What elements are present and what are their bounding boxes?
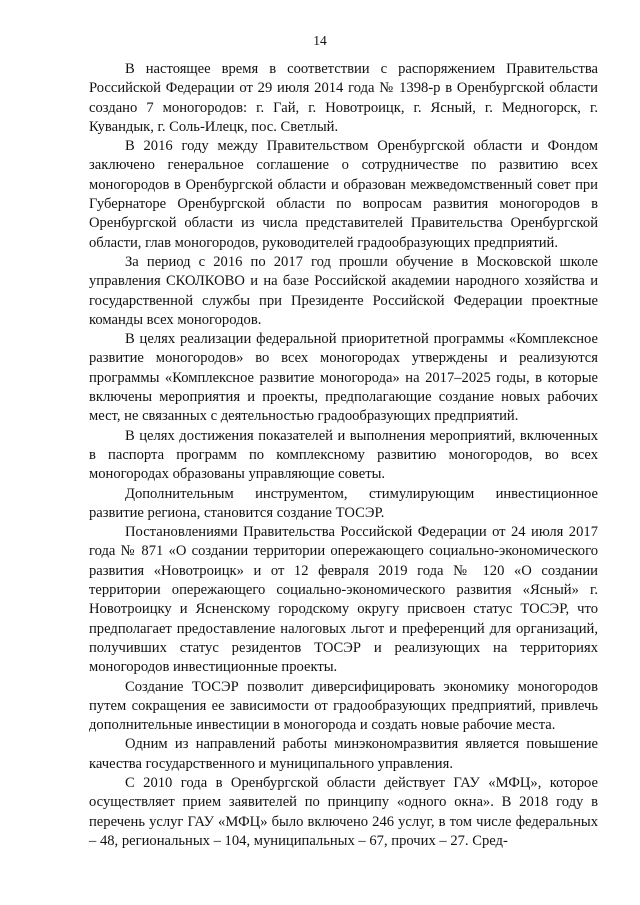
- paragraph-priority-program: В целях реализации федеральной приоритетной программы «Комплексное развитие моногородов» во всех моногородах утверждены и реализуются программы «Комплексное развитие моногорода» на 2017–2025 годы, в которые включены мероприятия и проекты, предполагающие создание новых рабочих мест, не связанных с деятельностью градообразующих предприятий.: [89, 331, 598, 425]
- paragraph-management-councils: В целях достижения показателей и выполнения мероприятий, включенных в паспорта программ по комплексному развитию моногородов, во всех моногородах образованы управляющие советы.: [89, 427, 598, 483]
- page-number: 14: [313, 33, 327, 48]
- paragraph-governance-quality: Одним из направлений работы минэкономразвития является повышение качества государственного и муниципального управления.: [89, 736, 598, 772]
- paragraph-monotowns-list: В настоящее время в соответствии с распоряжением Правительства Российской Федерации от 29 июля 2014 года № 1398-р в Оренбургской области создано 7 моногородов: г. Гай, г. Новотроицк, г. Ясный, г. Медногорск, г. Кувандык, г. Соль-Илецк, пос. Светлый.: [89, 61, 598, 135]
- paragraph-general-agreement: В 2016 году между Правительством Оренбургской области и Фондом заключено генеральное соглашение о сотрудничестве по развитию всех моногородов в Оренбургской области и образован межведомственный совет при Губернаторе Оренбургской области по вопросам развития моногородов в Оренбургской области из числа представителей Правительства Оренбургской области, глав моногородов, руководителей градообразующих предприятий.: [89, 138, 598, 251]
- paragraph-government-resolutions: Постановлениями Правительства Российской Федерации от 24 июля 2017 года № 871 «О создании территории опережающего социально-экономического развития «Новотроицк» и от 12 февраля 2019 года № 120 «О создании территории опережающего социально-экономического развития «Ясный» г. Новотроицку и Ясненскому городскому округу присвоен статус ТОСЭР, что предполагает предоставление налоговых льгот и преференций для организаций, получивших статус резидентов ТОСЭР и реализующих на территориях моногородов инвестиционные проекты.: [89, 524, 598, 676]
- paragraph-skolkovo-training: За период с 2016 по 2017 год прошли обучение в Московской школе управления СКОЛКОВО и на базе Российской академии народного хозяйства и государственной службы при Президенте Российской Федерации проектные команды всех моногородов.: [89, 253, 598, 328]
- paragraph-toser-diversification: Создание ТОСЭР позволит диверсифицировать экономику моногородов путем сокращения ее зависимости от градообразующих предприятий, привлечь дополнительные инвестиции в моногорода и создать новые рабочие места.: [89, 678, 598, 734]
- document-body: [89, 60, 598, 851]
- paragraph-mfc-services: С 2010 года в Оренбургской области действует ГАУ «МФЦ», которое осуществляет прием заявителей по принципу «одного окна». В 2018 году в перечень услуг ГАУ «МФЦ» было включено 246 услуг, в том числе федеральных – 48, региональных – 104, муниципальных – 67, прочих – 27. Сред-: [89, 774, 598, 849]
- paragraph-toser-instrument: Дополнительным инструментом, стимулирующим инвестиционное развитие региона, становится создание ТОСЭР.: [89, 485, 598, 521]
